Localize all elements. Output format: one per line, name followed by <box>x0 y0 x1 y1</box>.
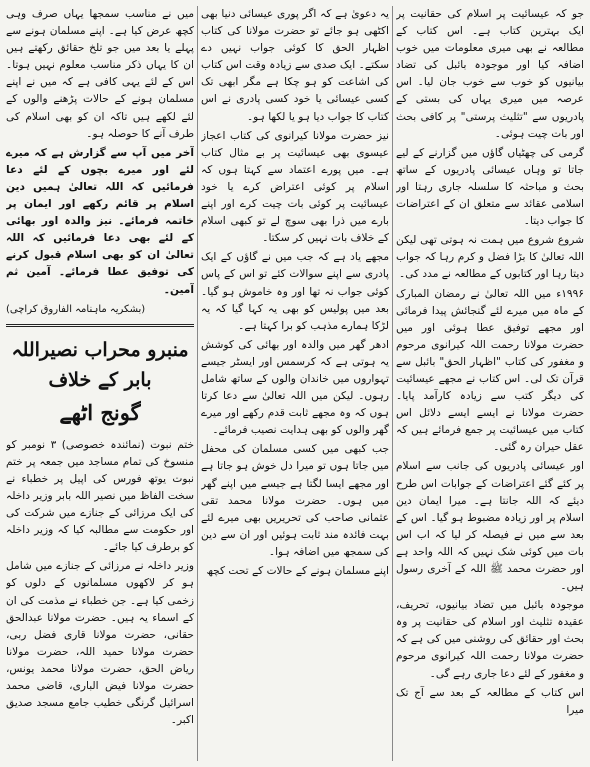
column-paragraph: اس کتاب کے مطالعہ کے بعد سے آج تک میرا <box>396 686 584 716</box>
column-divider <box>197 6 198 761</box>
column-paragraph: ادھر گھر میں والدہ اور بھائی کی کوشش یہ ہوتی ہے کہ کرسمس اور ایسٹر جیسے تہواروں میں خاندان والوں کے ساتھ شامل رہوں۔ لیکن میں اللہ تعالیٰ سے دعا کرتا ہوں کہ وہ مجھے ثابت قدم رکھے اور میرے گھر والوں کو بھی ہدایت نصیب فرمائے۔ <box>201 338 389 437</box>
article-headline: منبرو محراب نصیراللہ بابر کے خلاف <box>11 338 189 391</box>
column-paragraph: جب کبھی میں کسی مسلمان کی محفل میں جاتا ہوں تو میرا دل خوش ہو جاتا ہے اور مجھے ایسا لگتا ہے جیسے میں اپنے گھر میں ہوں۔ حضرت مولانا محمد تقی عثمانی صاحب کی تحریریں بھی میرے لئے بہت فائدہ مند ثابت ہوئیں اور ان سے دین کی سمجھ میں اضافہ ہوا۔ <box>201 443 389 558</box>
article-paragraph: وزیر داخلہ نے مرزائی کے جنازے میں شامل ہو کر لاکھوں مسلمانوں کے دلوں کو زخمی کیا ہے۔ جن خطباء نے مذمت کی ان کے اسماء یہ ہیں۔ حضرت مولانا عبدالحق حقانی، حضرت مولانا قاری فضل ربی، حضرت مولانا حمید اللہ، حضرت مولانا ریاض الحق، حضرت مولانا محمد یونس، حضرت مولانا فیض الباری، قاضی محمد اسرائیل گرنگی خطیب جامع مسجد صدیق اکبر۔ <box>6 560 194 727</box>
column-paragraph: اپنے مسلمان ہونے کے حالات کے تحت کچھ <box>206 565 389 577</box>
section-divider <box>6 324 194 327</box>
source-credit: (بشکریہ ماہنامہ الفاروق کراچی) <box>6 303 146 315</box>
column-paragraph: ۱۹۹۶ء میں اللہ تعالیٰ نے رمضان المبارک کے ماہ میں میرے لئے گنجائش پیدا فرمائی اور مجھے توفیق عطا ہوئی اور میں حضرت مولانا رحمت اللہ کیرانوی مرحوم و مغفور کی کتاب "اظہار الحق" بائبل سے قرآن تک لی۔ اس کتاب نے مجھے عیسائیت کی دیگر کتب سے زیادہ کارآمد پایا۔ حضرت مولانا نے ایسے ایسے دلائل اس کتاب میں عیسائیت پر جمع فرمائے ہیں کہ عقل حیران رہ گئی۔ <box>396 287 584 454</box>
column-right <box>396 6 584 761</box>
column-paragraph: شروع شروع میں ہمت نہ ہوتی تھی لیکن اللہ تعالیٰ کا بڑا فضل و کرم رہا کہ جواب دیتا رہا اور کتابوں کے مطالعہ نے مدد کی۔ <box>396 234 584 281</box>
column-paragraph: میں نے مناسب سمجھا یہاں صرف وہی کچھ عرض کیا ہے۔ اپنے مسلمان ہونے سے پہلے یا بعد میں جو تلخ حقائق رکھتے ہیں ان کا یہاں ذکر مناسب معلوم نہیں ہوتا۔ اس کے لئے یہی کافی ہے کہ میں نے اپنے مسلمان ہونے کے حالات پڑھنے والوں کے لئے لکھے ہیں تاکہ ان کو بھی اسلام کی طرف آنے کا حوصلہ ہو۔ <box>6 8 194 140</box>
column-paragraph: نیز حضرت مولانا کیرانوی کی کتاب اعجاز عیسوی بھی عیسائیت پر بے مثال کتاب ہے۔ میں پورے اعتماد سے کہتا ہوں کہ اسلام پر کوئی اعتراض کرے یا خود عیسائیت پر کوئی بات چیت کرے اور اپنے بارے میں ذرا بھی سوچ لے تو کبھی اسلام کے خلاف بات نہیں کر سکتا۔ <box>201 129 389 245</box>
column-paragraph: مجھے یاد ہے کہ جب میں نے گاؤں کے ایک پادری سے اپنے سوالات کئے تو اس کے پاس کوئی جواب نہ تھا اور وہ خاموش ہو گیا۔ بعد میں پولیس کو بھی یہ کہا گیا کہ یہ لڑکا ہمارے مذہب کو برا کہتا ہے۔ <box>201 251 389 332</box>
column-paragraph: موجودہ بائبل میں تضاد بیانیوں، تحریف، عقیدہ تثلیث اور اسلام کی حقانیت پر وہ بحث اور حقائق کی روشنی میں کی ہے کہ حضرت مولانا رحمت اللہ کیرانوی مرحوم و مغفور کے لئے دعا جاری رہے گی۔ <box>396 599 584 680</box>
column-paragraph: یہ دعویٰ ہے کہ اگر پوری عیسائی دنیا بھی اکٹھی ہو جائے تو حضرت مولانا کی کتاب اظہار الحق کا کوئی جواب نہیں دے سکتے۔ ایک صدی سے زیادہ وقت اس کتاب کی اشاعت کو ہو چکا ہے مگر ابھی تک کسی عیسائی یا خود کسی پادری نے اس کتاب کا جواب دیا ہو یا لکھا ہو۔ <box>201 8 389 123</box>
article-paragraph: ختم نبوت (نمائندہ خصوصی) ۳ نومبر کو منسوخ کی تمام مساجد میں جمعہ پر ختم نبوت یوتھ فورس کی اپیل پر خطباء نے سخت الفاظ میں نصیر اللہ بابر وزیر داخلہ کی ایک مرزائی کے جنازے میں شرکت کی اور حکومت سے مطالبہ کیا کہ وزیر داخلہ کو برطرف کیا جائے۔ <box>6 438 194 554</box>
article-headline-continued: گونج اٹھے <box>59 399 141 425</box>
column-paragraph: اور عیسائی پادریوں کی جانب سے اسلام پر کئے گئے اعتراضات کے جوابات اس طرح دیئے کہ اللہ جانتا ہے۔ میرا ایمان دین اسلام پر اور زیادہ مضبوط ہو گیا۔ اس کے بعد سے میں نے فیصلہ کر لیا کہ اب اس بات میں کوئی شک نہیں کہ اللہ واحد ہے اور حضرت محمد ﷺ اللہ کے آخری رسول ہیں۔ <box>396 460 584 593</box>
column-paragraph: گرمی کی چھٹیاں گاؤں میں گزارنے کے لیے جاتا تو وہاں عیسائی پادریوں کے ساتھ بحث و مباحثہ کا سلسلہ جاری رہتا اور اسلامی عقائد سے متعلق ان کے اعتراضات کا جواب دیتا۔ <box>396 146 584 228</box>
column-divider <box>392 6 393 761</box>
column-paragraph: آخر میں آپ سے گزارش ہے کہ میرے لئے اور میرے بچوں کے لئے دعا فرمائیں کہ اللہ تعالیٰ ہمیں دین اسلام پر قائم رکھے اور ایمان پر خاتمہ فرمائے۔ نیز والدہ اور بھائی کے لئے بھی دعا فرمائیں کہ اللہ تعالیٰ ان کو بھی اسلام قبول کرنے کی توفیق عطا فرمائے۔ آمین ثم آمین۔ <box>6 146 194 296</box>
column-middle <box>201 6 389 761</box>
column-paragraph: جو کہ عیسائیت پر اسلام کی حقانیت پر ایک بہترین کتاب ہے۔ اس کتاب کے مطالعہ نے بھی میری معلومات میں خوب اضافہ کیا اور موجودہ بائبل کی تضاد بیانیوں کو خوب سے خوب جان لیا۔ اس عرصہ میں میری یہاں کی بستی کے پادریوں سے "تثلیث پرستی" پر کافی بحث اور بات چیت ہوئی۔ <box>396 8 584 140</box>
column-left <box>6 6 194 761</box>
